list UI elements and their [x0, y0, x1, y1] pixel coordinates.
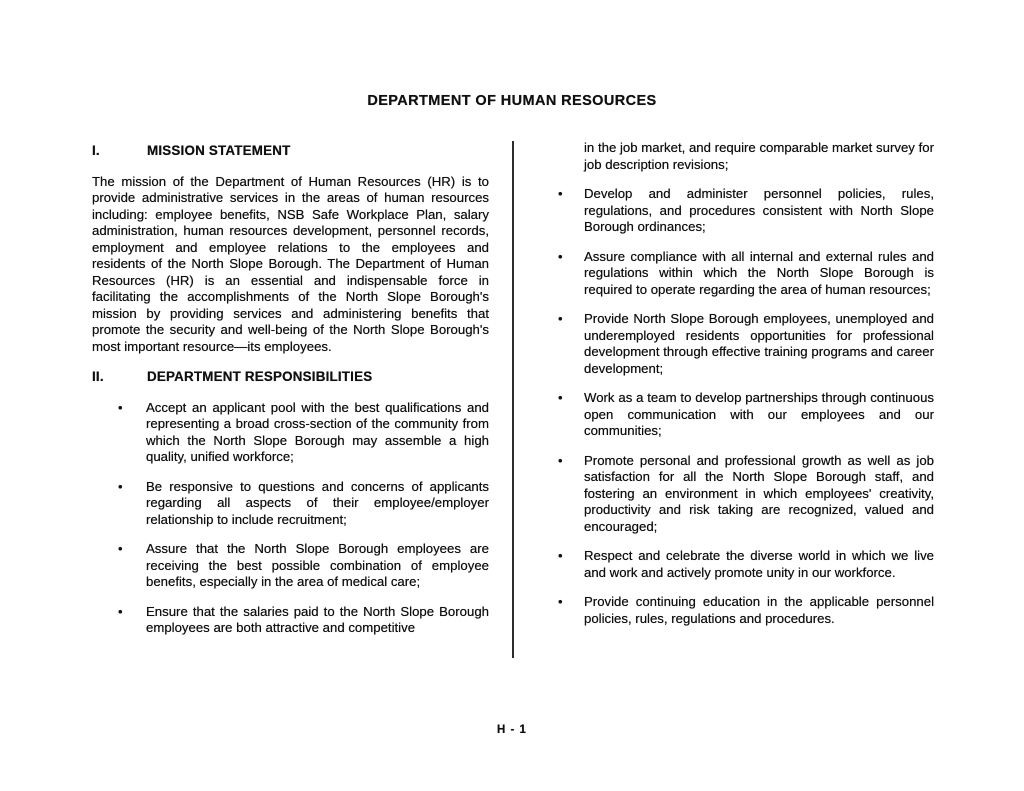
list-item [118, 479, 489, 529]
section-title: DEPARTMENT RESPONSIBILITIES [147, 369, 373, 384]
page-number: H - 1 [497, 724, 527, 736]
bullet-icon: • [558, 390, 563, 405]
page-title: DEPARTMENT OF HUMAN RESOURCES [367, 93, 657, 109]
list-item [558, 594, 934, 627]
section-title: MISSION STATEMENT [147, 143, 291, 158]
list-item-text: Provide continuing education in the applicable personnel policies, rules, regulations and procedures. [584, 594, 934, 626]
list-item [558, 186, 934, 236]
mission-statement-paragraph: The mission of the Department of Human Resources (HR) is to provide administrative services in the areas of human resources including: employee benefits, NSB Safe Workplace Plan, salary administration, human resources development, personnel records, employment and employee relations to the employees and residents of the North Slope Borough. The Department of Human Resources (HR) is an essential and indispensable force in facilitating the accomplishments of the North Slope Borough's mission by providing services and administering benefits that promote the security and well-being of the North Slope Borough's most important resource—its employees. [92, 173, 489, 354]
section-number: I. [92, 143, 100, 158]
bullet-icon: • [558, 548, 563, 563]
list-item [558, 311, 934, 377]
list-item [118, 604, 489, 637]
list-item [558, 390, 934, 440]
list-item-text: Work as a team to develop partnerships through continuous open communication with our employees and our communities; [584, 390, 934, 438]
column-divider-rule [512, 141, 514, 658]
list-item-text: Ensure that the salaries paid to the North Slope Borough employees are both attractive and competitive [146, 603, 489, 635]
list-item-text: Be responsive to questions and concerns of applicants regarding all aspects of their employee/employer relationship to include recruitment; [146, 478, 489, 527]
section-number: II. [92, 369, 104, 384]
bullet-icon: • [558, 452, 563, 468]
list-item-text: Develop and administer personnel policies, rules, regulations, and procedures consistent with North Slope Borough ordinances; [584, 186, 934, 234]
continuation-paragraph: in the job market, and require comparable market survey for job description revisions; [584, 140, 934, 172]
list-item-text: Accept an applicant pool with the best qualifications and representing a broad cross-section of the community from which the North Slope Borough may assemble a high quality, unified workforce; [146, 399, 489, 464]
left-column [92, 143, 489, 637]
section-heading-mission-statement [92, 143, 489, 160]
bullet-icon: • [558, 311, 563, 326]
list-item [558, 548, 934, 581]
right-column [558, 140, 934, 627]
list-item [558, 249, 934, 299]
bullet-icon: • [558, 248, 563, 264]
bullet-icon: • [558, 186, 563, 201]
list-item [558, 453, 934, 536]
bullet-icon: • [118, 541, 123, 556]
list-item-text: Assure compliance with all internal and external rules and regulations within which the North Slope Borough is required to operate regarding the area of human resources; [584, 248, 934, 297]
bullet-icon: • [118, 399, 123, 415]
list-item [118, 400, 489, 466]
list-item-text: Promote personal and professional growth as well as job satisfaction for all the North Slope Borough staff, and fostering an environment in which employees' creativity, productivity and risk taking are recognized, valued and encouraged; [584, 452, 934, 534]
list-item-text: Respect and celebrate the diverse world in which we live and work and actively promote unity in our workforce. [584, 548, 934, 580]
bullet-icon: • [118, 478, 123, 494]
list-item-text: Provide North Slope Borough employees, unemployed and underemployed residents opportunities for professional development through effective training programs and career development; [584, 311, 934, 376]
bullet-icon: • [558, 594, 563, 609]
section-heading-department-responsibilities [92, 369, 489, 386]
bullet-icon: • [118, 603, 123, 619]
list-item [118, 541, 489, 591]
list-item-text: Assure that the North Slope Borough employees are receiving the best possible combination of employee benefits, especially in the area of medical care; [146, 541, 489, 589]
